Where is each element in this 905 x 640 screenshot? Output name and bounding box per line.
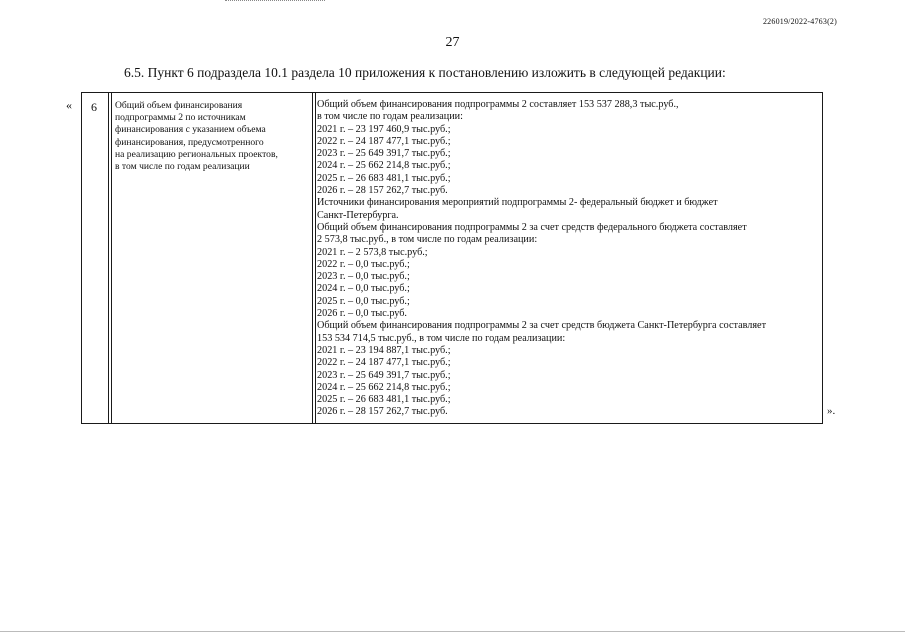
value-line: 2022 г. – 24 187 477,1 тыс.руб.;	[317, 135, 451, 147]
indicator-value-cell	[317, 99, 817, 419]
value-line: 2021 г. – 23 197 460,9 тыс.руб.;	[317, 123, 451, 135]
value-line: 2026 г. – 28 157 262,7 тыс.руб.	[317, 185, 448, 197]
name-line: в том числе по годам реализации	[115, 161, 250, 173]
name-line: подпрограммы 2 по источникам	[115, 112, 246, 124]
value-line: 2023 г. – 25 649 391,7 тыс.руб.;	[317, 148, 451, 160]
value-line: 2024 г. – 25 662 214,8 тыс.руб.;	[317, 160, 451, 172]
value-line: Общий объем финансирования подпрограммы 2 за счет средств федерального бюджета составляет	[317, 221, 747, 233]
table-divider	[312, 93, 313, 423]
name-line: на реализацию региональных проектов,	[115, 148, 278, 160]
value-line: 2 573,8 тыс.руб., в том числе по годам реализации:	[317, 234, 538, 246]
name-line: финансирования с указанием объема	[115, 124, 266, 136]
value-line: 2024 г. – 25 662 214,8 тыс.руб.;	[317, 381, 451, 393]
value-line: 2023 г. – 25 649 391,7 тыс.руб.;	[317, 369, 451, 381]
value-line: 2024 г. – 0,0 тыс.руб.;	[317, 283, 410, 295]
financing-table	[81, 92, 823, 424]
name-line: финансирования, предусмотренного	[115, 136, 264, 148]
value-line: Общий объем финансирования подпрограммы 2 за счет средств бюджета Санкт-Петербурга составляет	[317, 320, 767, 332]
indicator-name-cell	[115, 100, 305, 173]
value-line: в том числе по годам реализации:	[317, 111, 463, 123]
value-line: 2021 г. – 23 194 887,1 тыс.руб.;	[317, 344, 451, 356]
value-line: 2025 г. – 26 683 481,1 тыс.руб.;	[317, 394, 451, 406]
value-line: 2026 г. – 0,0 тыс.руб.	[317, 308, 407, 320]
value-line: 2022 г. – 0,0 тыс.руб.;	[317, 258, 410, 270]
value-line: 2022 г. – 24 187 477,1 тыс.руб.;	[317, 357, 451, 369]
value-line: 2025 г. – 0,0 тыс.руб.;	[317, 295, 410, 307]
value-line: Санкт-Петербурга.	[317, 209, 399, 221]
table-divider	[111, 93, 112, 423]
value-line: 2023 г. – 0,0 тыс.руб.;	[317, 271, 410, 283]
value-line: Источники финансирования мероприятий подпрограммы 2- федеральный бюджет и бюджет	[317, 197, 718, 209]
page-number: 27	[445, 35, 460, 50]
value-line: 2021 г. – 2 573,8 тыс.руб.;	[317, 246, 428, 258]
quote-open-mark: «	[66, 98, 72, 112]
value-line: Общий объем финансирования подпрограммы 2 составляет 153 537 288,3 тыс.руб.,	[317, 99, 679, 110]
value-line: 2025 г. – 26 683 481,1 тыс.руб.;	[317, 172, 451, 184]
table-row-number: 6	[91, 100, 97, 114]
section-heading: 6.5. Пункт 6 подраздела 10.1 раздела 10 приложения к постановлению изложить в следующей редакции:	[124, 65, 726, 80]
document-number: 226019/2022-4763(2)	[762, 17, 837, 26]
table-divider	[315, 93, 316, 423]
quote-close-mark: ».	[827, 405, 836, 417]
table-divider	[108, 93, 109, 423]
page-bottom-edge	[0, 631, 905, 632]
name-line: Общий объем финансирования	[115, 100, 243, 111]
scan-artifact	[225, 0, 325, 3]
value-line: 2026 г. – 28 157 262,7 тыс.руб.	[317, 406, 448, 418]
value-line: 153 534 714,5 тыс.руб., в том числе по годам реализации:	[317, 332, 566, 344]
